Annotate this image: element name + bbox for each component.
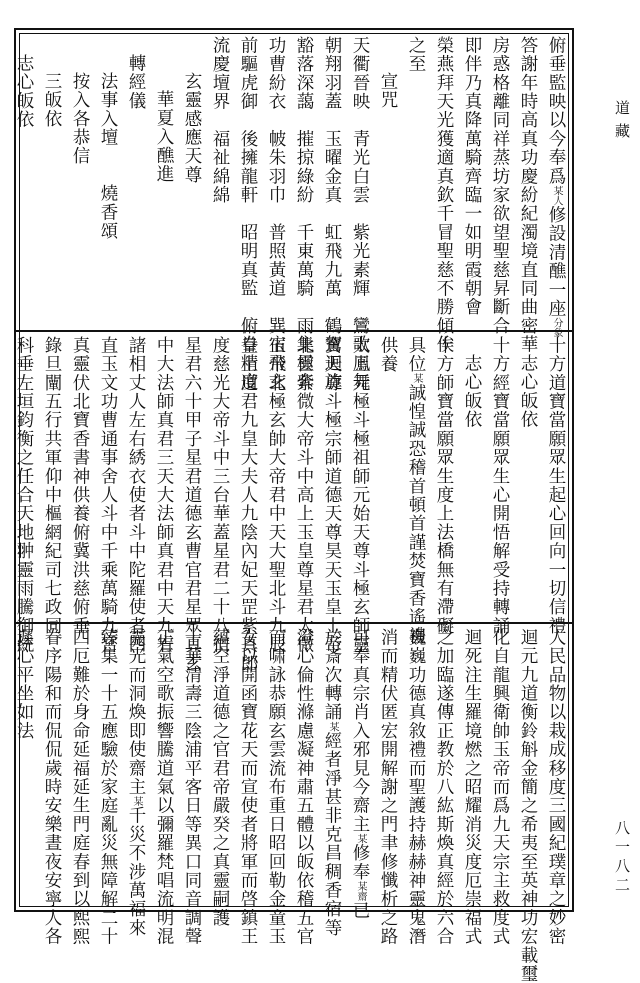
column-text: 志心皈依 bbox=[518, 354, 538, 429]
text-column bbox=[206, 34, 234, 328]
text-column bbox=[38, 334, 66, 636]
column-text: 榮燕拜天光獲適真欽千冒聖慈不勝傾俟 bbox=[434, 36, 454, 354]
column-text: 人民品物以栽成移度三國紀璞章之妙密 bbox=[546, 628, 566, 946]
text-column bbox=[150, 334, 178, 654]
text-column bbox=[374, 334, 402, 620]
text-column bbox=[94, 334, 122, 654]
column-text: 誠惶誠恐稽首頓首謹焚寶香遙禮 bbox=[406, 383, 426, 646]
text-column bbox=[402, 34, 430, 328]
annotation-note: 某 bbox=[131, 796, 142, 807]
column-text: 華夏入醮進 bbox=[154, 90, 174, 184]
column-text: 四厄難於身命延福延生門庭春到以熙熙 bbox=[70, 628, 90, 946]
text-column bbox=[10, 334, 38, 654]
text-column bbox=[150, 626, 178, 946]
text-column bbox=[290, 334, 318, 654]
text-column bbox=[346, 626, 374, 920]
text-column bbox=[318, 34, 346, 392]
column-text: 正氣空歌振響騰道氣以彌羅梵唱流明混 bbox=[154, 628, 174, 946]
text-column bbox=[178, 626, 206, 946]
text-column bbox=[150, 34, 178, 328]
text-column bbox=[122, 34, 150, 328]
annotation-note: 某 bbox=[327, 721, 338, 732]
text-column bbox=[66, 334, 94, 636]
column-text: 修奉 bbox=[350, 843, 370, 882]
text-column bbox=[346, 34, 374, 392]
column-text: 供養 bbox=[378, 336, 398, 374]
column-text: 十方道寶當願眾生起心回向一切信禮 bbox=[546, 336, 566, 636]
column-text: 諸相丈人左右綉衣使者斗中陀羅使者四 bbox=[126, 336, 146, 654]
annotation-note: 某齋 bbox=[355, 881, 366, 902]
column-text: 已 bbox=[350, 901, 370, 920]
text-column bbox=[290, 626, 318, 946]
text-column bbox=[94, 34, 122, 328]
text-column bbox=[374, 34, 402, 328]
column-text: 法事入壇 燒香頌 bbox=[98, 72, 118, 241]
column-text: 具位 bbox=[406, 336, 426, 374]
text-column bbox=[178, 34, 206, 328]
column-text: 修設清醮一座 bbox=[546, 205, 566, 318]
text-column bbox=[542, 334, 570, 636]
text-column bbox=[318, 334, 346, 654]
column-text: 度慈光大帝斗中三台華蓋星君二十八宿 bbox=[210, 336, 230, 654]
text-column bbox=[430, 34, 458, 354]
text-column bbox=[458, 334, 486, 620]
column-text: 答謝年時高真功慶紛紀濁境直同曲密華 bbox=[518, 36, 538, 354]
column-text: 即伴乃真降萬騎齊臨一如明霞朝會 bbox=[462, 36, 482, 317]
text-column bbox=[206, 626, 234, 928]
text-section-3 bbox=[14, 626, 570, 983]
column-text: 真靈伏北寶香書神供養俯冀洪慈俯垂 bbox=[70, 336, 90, 636]
text-column bbox=[542, 34, 570, 338]
annotation-note: 某人 bbox=[551, 185, 562, 206]
column-text: 中大法師真君三天大法師真君中天九宥 bbox=[154, 336, 174, 654]
text-column bbox=[318, 626, 346, 938]
column-text: 可奉真宗肖入邪見今齋主 bbox=[350, 628, 370, 834]
text-column bbox=[514, 34, 542, 354]
column-text: 志心皈依 bbox=[462, 354, 482, 429]
column-text: 豁落深藹 摧掠綠紛 千東萬騎 雨集雲奔 bbox=[294, 36, 314, 392]
text-column bbox=[486, 626, 514, 946]
text-column bbox=[458, 626, 486, 946]
column-text: 北極紫微大帝斗中高上玉皇尊星君太微 bbox=[294, 336, 314, 654]
column-text: 而啸詠恭願玄雲流布重日昭回勒金童玉 bbox=[266, 628, 286, 946]
text-column bbox=[10, 626, 38, 908]
column-text: 十方經寶當願眾生心開悟解受持轉誦 bbox=[490, 336, 510, 636]
column-text: 天衢晉映 青光白雲 紫光素輝 鸞歌鳳舞 bbox=[350, 36, 370, 392]
column-text: 蘊空淨道德之官君帝嚴癸之真靈嗣護 bbox=[210, 628, 230, 928]
column-text: 化自龍興衛帥玉帝而爲九天宗主救度式 bbox=[490, 628, 510, 946]
column-text: 三皈依 bbox=[42, 72, 62, 129]
column-text: 巍巍功德真敘禮而聖護持赫赫神靈鬼潛 bbox=[406, 628, 426, 946]
column-text: 迴元九道衡鈴斛金簡之希夷至英神功宏載璽 bbox=[518, 628, 538, 983]
column-text: 遲心平坐如法 bbox=[14, 628, 34, 741]
text-column bbox=[38, 34, 66, 328]
annotation-note: 分象 bbox=[551, 317, 562, 338]
column-text: 玉帝北極玄帥大帝君中天大聖北斗九辰 bbox=[266, 336, 286, 654]
column-text: 轉經儀 bbox=[126, 54, 146, 111]
text-column bbox=[514, 626, 542, 983]
text-column bbox=[262, 334, 290, 654]
column-text: 朝翔羽蓋 玉曜金真 虹飛九萬 鶴駕迴旋 bbox=[322, 36, 342, 392]
column-text: 太上元極斗極祖師元始天尊斗極玄師靈 bbox=[350, 336, 370, 654]
text-column bbox=[402, 626, 430, 946]
text-column bbox=[290, 34, 318, 392]
text-column bbox=[262, 34, 290, 392]
column-text: 皇上道君九皇大夫人九陰內妃天罡紫真郎 bbox=[238, 336, 258, 673]
annotation-note: 某 bbox=[411, 373, 422, 384]
text-column bbox=[122, 334, 150, 654]
column-text: 澄心倫性滌慮凝神肅五體以皈依稽五官 bbox=[294, 628, 314, 946]
column-text: 按入各恭信 bbox=[70, 72, 90, 166]
column-text: 直玉文功曹通事舍人斗中千乘萬騎九宮 bbox=[98, 336, 118, 654]
column-text: 錄旦闡五行共軍仰中樞網紀司七政同 bbox=[42, 336, 62, 636]
column-text: 消而精伏匿宏開解謝之門聿修懺析之路 bbox=[378, 628, 398, 946]
text-column bbox=[486, 34, 514, 336]
column-text: 十方師寶當願眾生度上法橋無有滯礙 bbox=[434, 336, 454, 636]
text-column bbox=[234, 34, 262, 392]
column-text: 眷序陽和而侃侃歲時安樂晝夜安寧人各 bbox=[42, 628, 62, 946]
text-column bbox=[430, 626, 458, 946]
column-text: 寶天尊斗極宗師道德天尊昊天玉皇上帝 bbox=[322, 336, 342, 654]
column-text: 千災不涉萬福來 bbox=[126, 806, 146, 938]
column-text: 科垂左垣鈞衡之任合天地翀靈雨騰御統 bbox=[14, 336, 34, 654]
text-column bbox=[94, 626, 122, 946]
column-text: 志心皈依 bbox=[14, 54, 34, 129]
text-column bbox=[122, 626, 150, 938]
text-column bbox=[430, 334, 458, 636]
column-text: 流慶壇界 福祉綿綿 bbox=[210, 36, 230, 205]
column-text: 星君六十甲子星君道德玄曹官君星眾真玄 bbox=[182, 336, 202, 673]
text-section-2 bbox=[14, 334, 570, 673]
column-text: 迴死注生羅境燃之昭耀消災度厄崇福式 bbox=[462, 628, 482, 946]
text-column bbox=[66, 626, 94, 946]
column-text: 房惑格離同祥蒸坊家欲望聖慈昇斷合 bbox=[490, 36, 510, 336]
column-text: 女以開函寶花天而宣使者將軍而啓鎮王 bbox=[238, 628, 258, 946]
column-text: 玄靈感應天尊 bbox=[182, 72, 202, 185]
text-column bbox=[234, 626, 262, 946]
text-column bbox=[458, 34, 486, 328]
column-text: 靈光而洞煥即使齋主 bbox=[126, 628, 146, 797]
text-column bbox=[514, 334, 542, 620]
column-text: 功曹紛衣 帔朱羽巾 普照黃道 巽宿飛玄 bbox=[266, 36, 286, 392]
column-text: 之至 bbox=[406, 36, 426, 74]
collection-title: 道藏 bbox=[613, 100, 631, 146]
text-column bbox=[206, 334, 234, 654]
text-column bbox=[374, 626, 402, 946]
column-text: 十華清壽三陰浦平客日等異口同音調聲 bbox=[182, 628, 202, 946]
text-column bbox=[542, 626, 570, 946]
text-column bbox=[486, 334, 514, 636]
text-column bbox=[66, 34, 94, 328]
annotation-note: 某 bbox=[355, 833, 366, 844]
column-text: 經者淨甚非克昌稠香宿等 bbox=[322, 731, 342, 938]
text-column bbox=[346, 334, 374, 654]
text-column bbox=[10, 34, 38, 328]
text-column bbox=[402, 334, 430, 646]
text-column bbox=[234, 334, 262, 673]
column-text: 宣咒 bbox=[378, 72, 398, 110]
text-column bbox=[178, 334, 206, 673]
column-text: 臻集一十五應驗於家庭亂災無障解二十 bbox=[98, 628, 118, 946]
column-text: 於斎次轉誦 bbox=[322, 628, 342, 722]
column-text: 之加臨遂傳正教於八紘斯煥真經於六合 bbox=[434, 628, 454, 946]
column-text: 前驅虎御 後擁龍軒 昭明真監 俯眷精度 bbox=[238, 36, 258, 392]
text-column bbox=[38, 626, 66, 946]
page-number: 八一八二 bbox=[613, 820, 631, 896]
column-text: 俯垂監映以今奉爲 bbox=[546, 36, 566, 186]
text-column bbox=[262, 626, 290, 946]
